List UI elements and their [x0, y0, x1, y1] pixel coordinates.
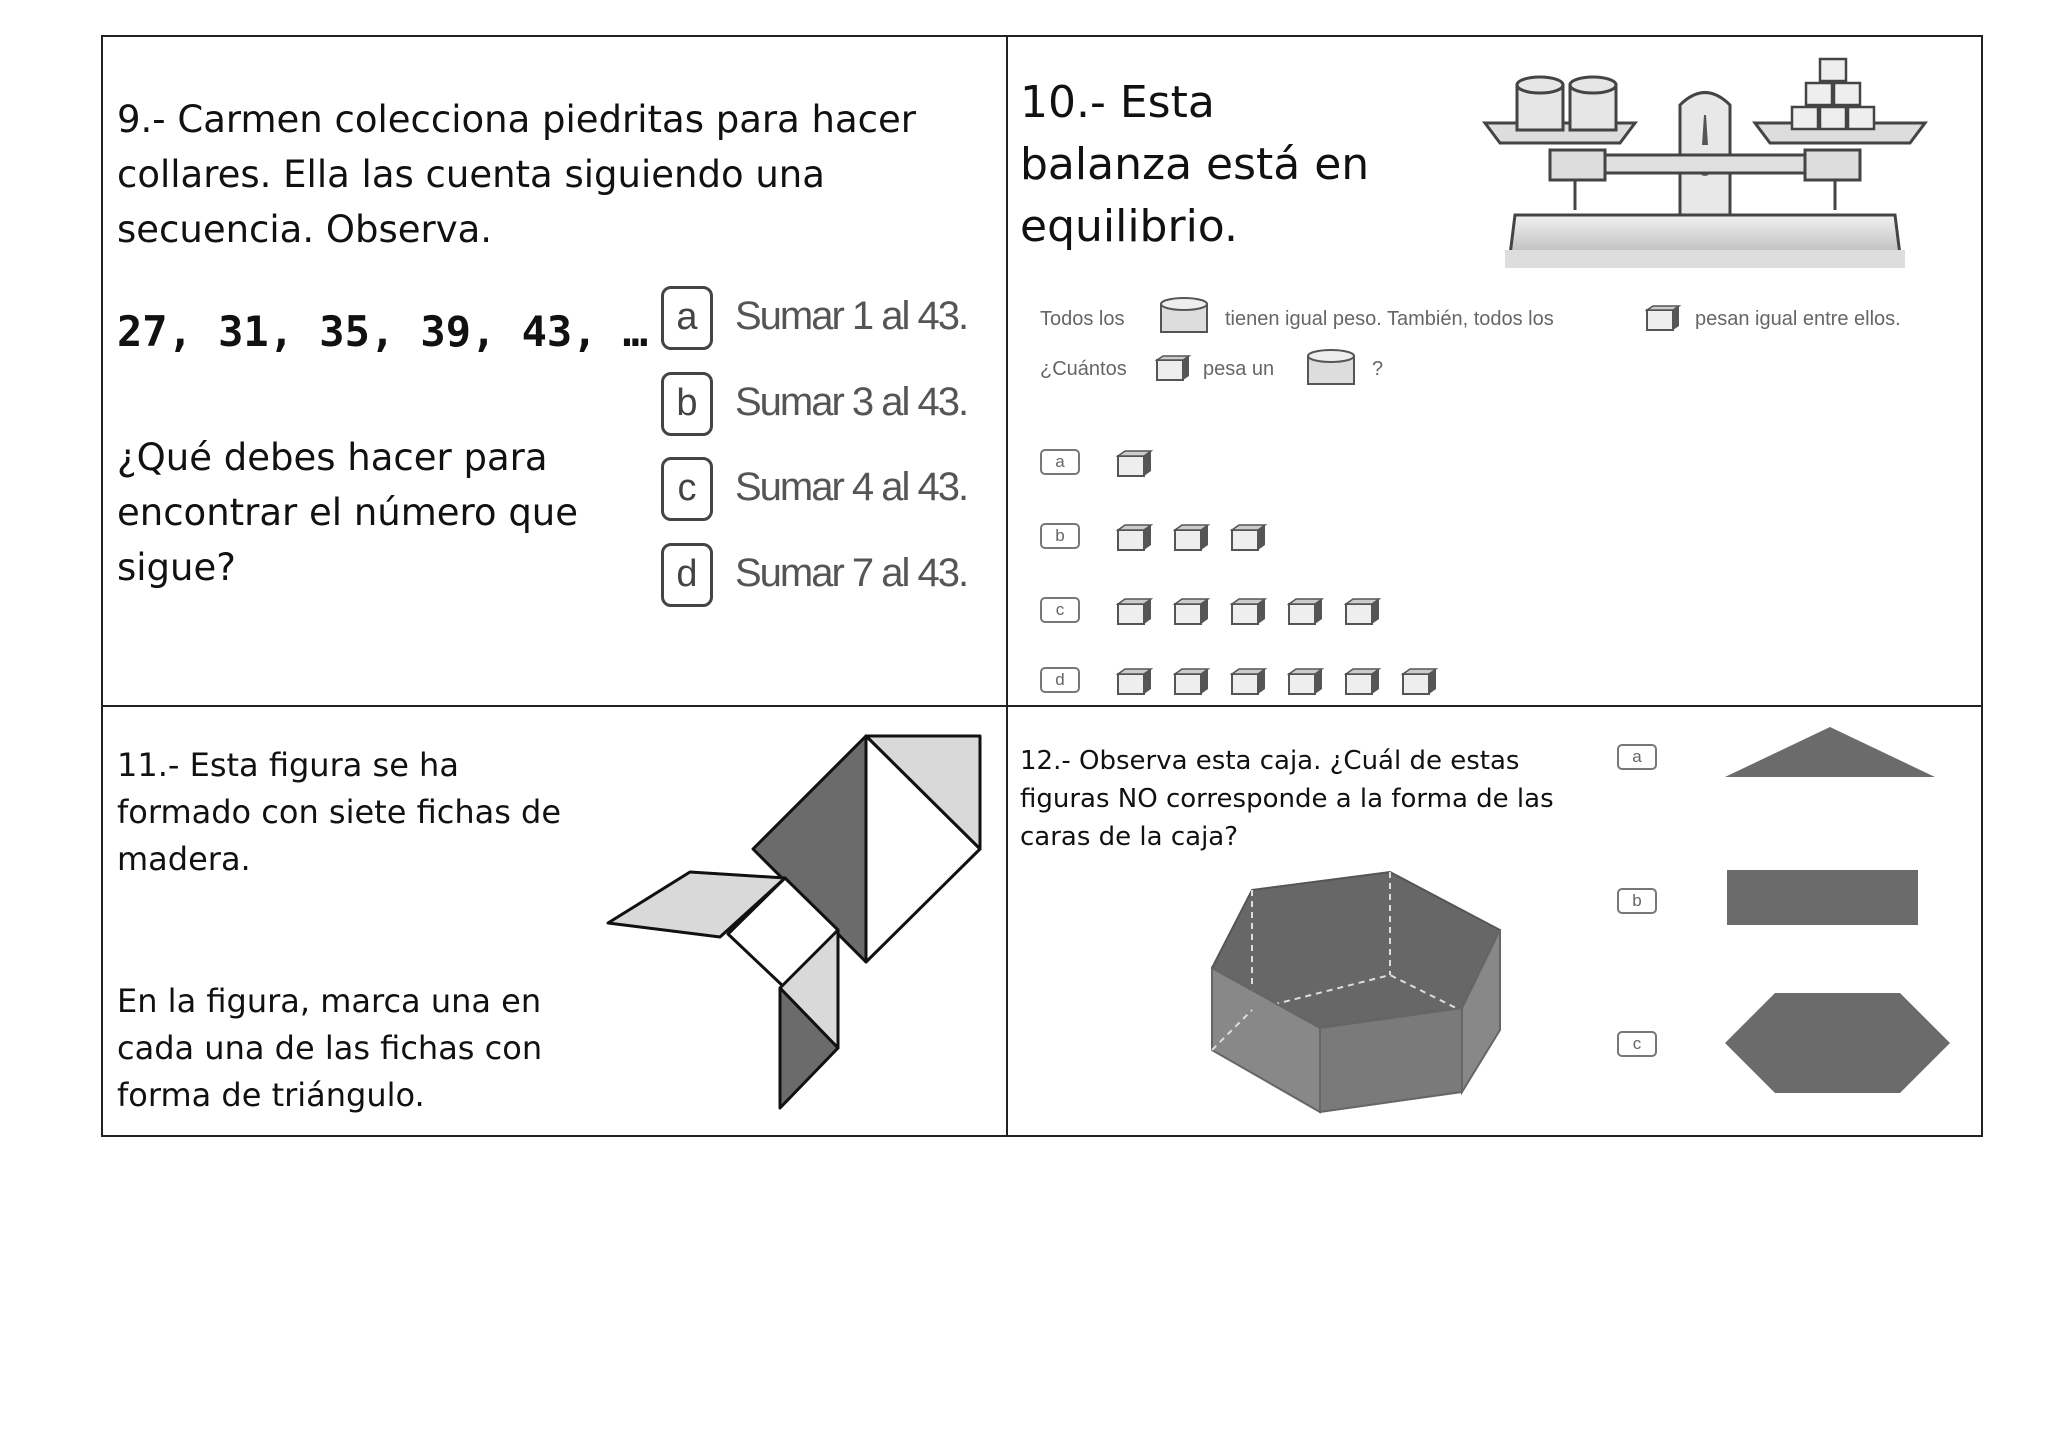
q10-option-b-label[interactable]: b — [1040, 523, 1080, 549]
q10-text-pesa-un: pesa un — [1203, 358, 1275, 380]
q10-text-pesan-igual: pesan igual entre ellos. — [1695, 308, 1901, 330]
balance-scale-illustration — [1480, 45, 1930, 275]
q10-text-cuantos: ¿Cuántos — [1040, 358, 1127, 380]
cube-icon — [1645, 304, 1681, 332]
cube-icon — [1118, 525, 1151, 550]
tangram-figure — [600, 730, 990, 1120]
q12-option-a-label[interactable]: a — [1617, 744, 1657, 770]
q10-title: 10.- Esta balanza está en equilibrio. — [1020, 77, 1370, 252]
cube-icon — [1118, 599, 1151, 624]
q10-text-todos: Todos los — [1040, 308, 1125, 330]
cube-icon — [1175, 525, 1208, 550]
grid-divider-horizontal — [101, 705, 1983, 707]
cylinder-icon — [1158, 296, 1210, 336]
q12-intro: 12.- Observa esta caja. ¿Cuál de estas figuras NO corresponde a la forma de las caras de la caja? — [1020, 746, 1554, 852]
q9-option-b-box[interactable]: b — [661, 372, 713, 436]
cube-icon — [1289, 599, 1322, 624]
cube-icon — [1175, 669, 1208, 694]
q9-option-a-box[interactable]: a — [661, 286, 713, 350]
cube-icon — [1403, 669, 1436, 694]
q10-option-d-label[interactable]: d — [1040, 667, 1080, 693]
cube-icon — [1232, 525, 1265, 550]
cube-icon — [1289, 669, 1322, 694]
cube-icon — [1346, 669, 1379, 694]
q9-option-c-text: Sumar 4 al 43. — [735, 465, 968, 509]
q9-question: ¿Qué debes hacer para encontrar el número que sigue? — [117, 436, 579, 589]
q10-cube-options — [1110, 440, 1470, 700]
q11-intro: 11.- Esta figura se ha formado con siete fichas de madera. — [117, 746, 562, 878]
q11-instruction: En la figura, marca una en cada una de las fichas con forma de triángulo. — [117, 982, 543, 1114]
q10-text-igual-peso: tienen igual peso. También, todos los — [1225, 308, 1554, 330]
cube-icon — [1118, 669, 1151, 694]
cube-icon — [1232, 599, 1265, 624]
hexagonal-box-illustration — [1200, 860, 1520, 1120]
q10-option-a-label[interactable]: a — [1040, 449, 1080, 475]
q9-option-c-box[interactable]: c — [661, 457, 713, 521]
rectangle-shape — [1725, 868, 1920, 928]
q12-option-c-label[interactable]: c — [1617, 1031, 1657, 1057]
q9-option-d-text: Sumar 7 al 43. — [735, 551, 968, 595]
triangle-shape — [1720, 722, 1940, 782]
q12-option-b-label[interactable]: b — [1617, 888, 1657, 914]
cube-icon — [1232, 669, 1265, 694]
q9-intro: 9.- Carmen colecciona piedritas para hacer collares. Ella las cuenta siguiendo una secuencia. Observa. — [117, 98, 916, 251]
cube-icon — [1175, 599, 1208, 624]
hexagon-shape — [1720, 988, 1955, 1098]
q10-text-question-mark: ? — [1372, 358, 1384, 380]
cube-icon — [1346, 599, 1379, 624]
q9-option-d-box[interactable]: d — [661, 543, 713, 607]
grid-divider-vertical — [1006, 35, 1008, 1137]
cube-icon — [1155, 354, 1191, 382]
cube-icon — [1118, 451, 1151, 476]
q9-option-a-text: Sumar 1 al 43. — [735, 294, 968, 338]
cylinder-icon — [1305, 346, 1357, 388]
q10-option-c-label[interactable]: c — [1040, 597, 1080, 623]
q9-sequence: 27, 31, 35, 39, 43, … — [117, 307, 649, 356]
q9-option-b-text: Sumar 3 al 43. — [735, 380, 968, 424]
